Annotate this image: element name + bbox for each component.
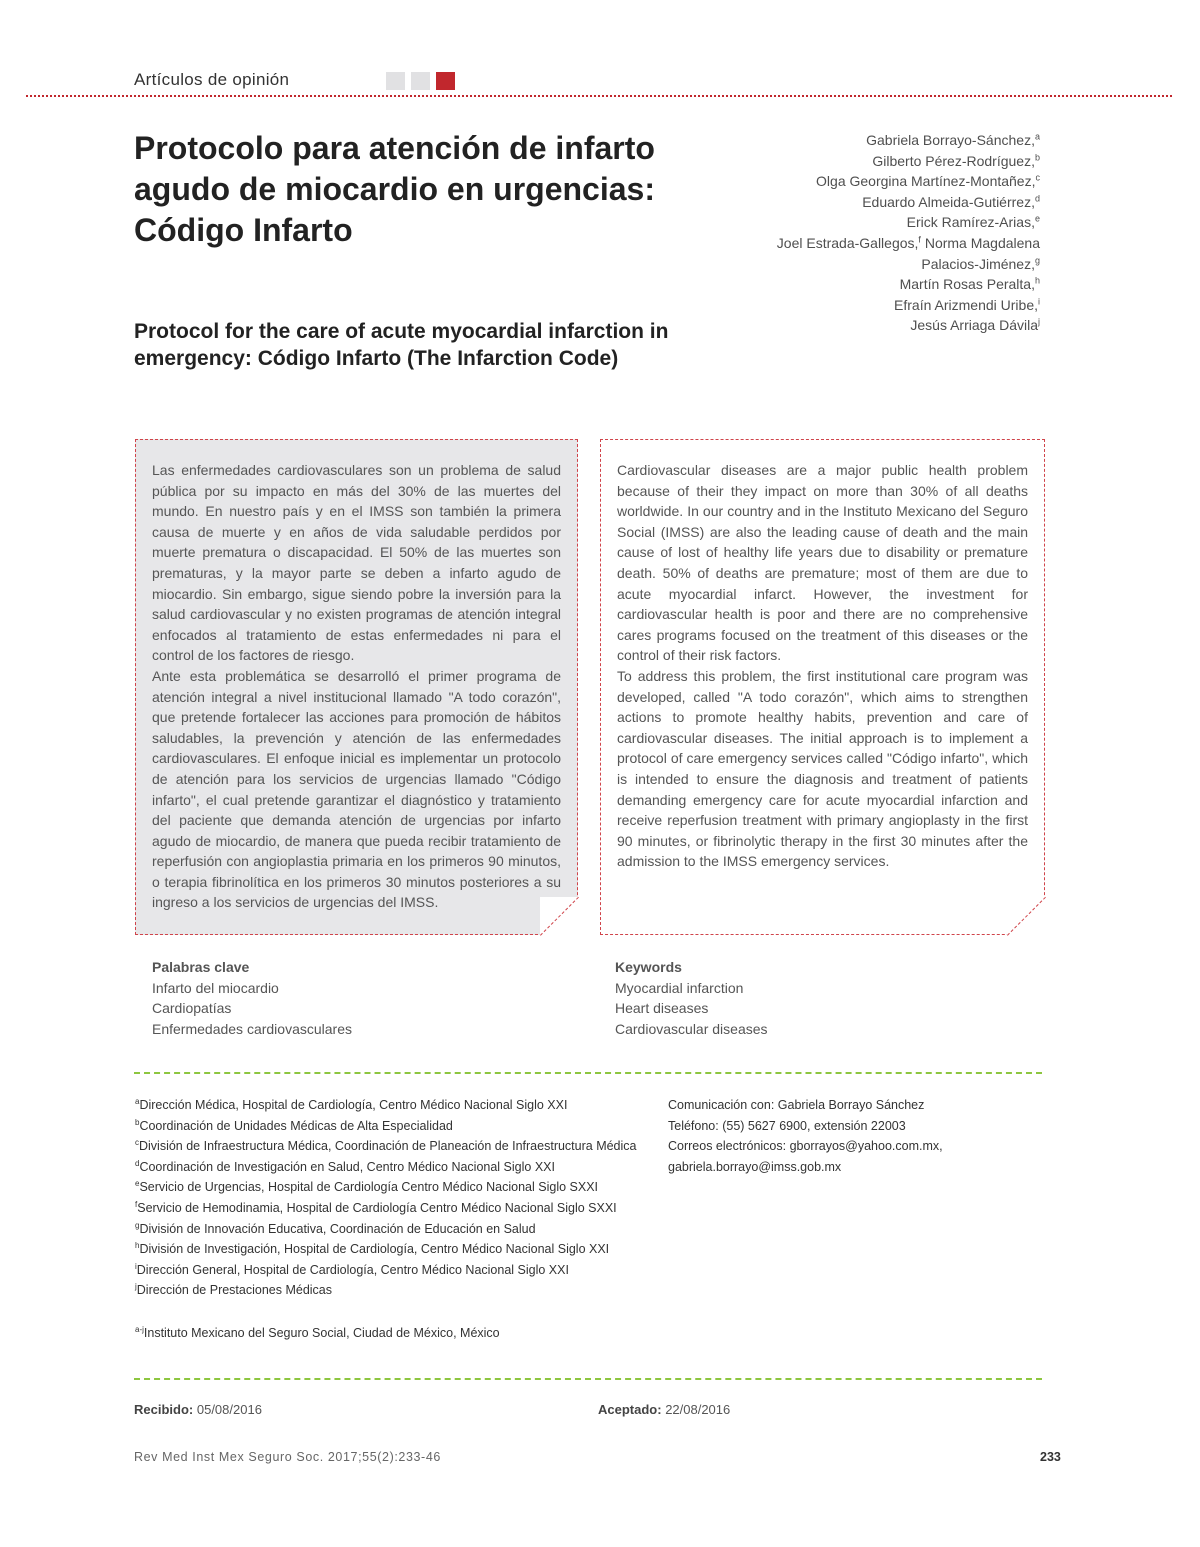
- keywords-spanish: [152, 957, 352, 1039]
- affiliations-divider-bottom: [134, 1378, 1042, 1380]
- header-decoration: [386, 72, 455, 90]
- author-line: Joel Estrada-Gallegos,$^f$ Norma Magdalena: [776, 234, 1040, 251]
- keywords-heading: Keywords: [615, 959, 682, 975]
- author-list: [710, 130, 1040, 336]
- author-line: Erick Ramírez-Arias,$^e$: [906, 213, 1040, 231]
- folded-corner: [540, 897, 578, 935]
- page-number: 233: [1040, 1450, 1061, 1464]
- correspondence: [668, 1095, 1048, 1177]
- article-title-spanish: Protocolo para atención de infarto agudo de miocardio en urgencias: Código Infarto: [134, 130, 655, 248]
- section-label: Artículos de opinión: [134, 70, 290, 89]
- abstract-paragraph: Cardiovascular diseases are a major public health problem because of their they impact on more than 30% of all deaths worldwide. In our country and in the Instituto Mexicano del Seguro Social (IMSS) are also the leading cause of death and the main cause of lost of healthy life years due to disability or premature death. 50% of deaths are premature; most of them are due to acute myocardial infarct. However, the investment for cardiovascular health is poor and there are no comprehensive cares programs focused on the treatment of this diseases or the control of their risk factors.: [617, 462, 1028, 664]
- author-line: Martín Rosas Peralta,$^h$: [899, 275, 1040, 293]
- received-date: Recibido: 05/08/2016: [134, 1402, 262, 1417]
- affiliation: $^h$División de Investigación, Hospital de Cardiología, Centro Médico Nacional Siglo XXI: [135, 1241, 610, 1257]
- folded-corner: [1007, 897, 1045, 935]
- affiliation: $^b$Coordinación de Unidades Médicas de Alta Especialidad: [135, 1117, 453, 1133]
- affiliations: [135, 1095, 643, 1344]
- author-line: Palacios-Jiménez,$^g$: [921, 254, 1040, 272]
- affiliation: $^i$Dirección General, Hospital de Cardiología, Centro Médico Nacional Siglo XXI: [135, 1261, 569, 1277]
- gray-square: [386, 72, 405, 90]
- keyword: Heart diseases: [615, 1000, 709, 1017]
- abstract-english: [600, 439, 1045, 935]
- abstract-spanish: [135, 439, 578, 935]
- affiliation: $^f$Servicio de Hemodinamia, Hospital de Cardiología Centro Médico Nacional Siglo SXXI: [135, 1199, 617, 1215]
- keyword: Cardiopatías: [152, 1000, 232, 1017]
- journal-citation: Rev Med Inst Mex Seguro Soc. 2017;55(2):233-46: [134, 1450, 441, 1464]
- author-line: Gabriela Borrayo-Sánchez,$^a$: [866, 131, 1040, 148]
- affiliation: $^e$Servicio de Urgencias, Hospital de Cardiología Centro Médico Nacional Siglo SXXI: [135, 1179, 599, 1195]
- keywords-english: [615, 957, 768, 1039]
- affiliation: $^a$Dirección Médica, Hospital de Cardiología, Centro Médico Nacional Siglo XXI: [135, 1096, 568, 1112]
- institution: $^{a-j}$Instituto Mexicano del Seguro Social, Ciudad de México, México: [135, 1324, 500, 1340]
- header-divider: [26, 95, 1172, 97]
- affiliation: $^g$División de Innovación Educativa, Coordinación de Educación en Salud: [135, 1220, 536, 1236]
- correspondence-emails: gabriela.borrayo@imss.gob.mx: [668, 1159, 842, 1174]
- accepted-date: Aceptado: 22/08/2016: [598, 1402, 731, 1417]
- keyword: Infarto del miocardio: [152, 979, 279, 996]
- keywords-heading: Palabras clave: [152, 959, 250, 975]
- author-line: Gilberto Pérez-Rodríguez,$^b$: [872, 151, 1040, 169]
- red-square: [436, 72, 455, 90]
- author-line: Olga Georgina Martínez-Montañez,$^c$: [816, 172, 1040, 190]
- keyword: Enfermedades cardiovasculares: [152, 1020, 352, 1037]
- abstract-paragraph: Las enfermedades cardiovasculares son un problema de salud pública por su impacto en más del 30% de las muertes del mundo. En nuestro país y en el IMSS son también la primera causa de muerte y en años de vida saludable perdidos por muerte prematura o discapacidad. El 50% de las muertes son prematuras, y la mayor parte se deben a infarto agudo de miocardio. Sin embargo, sigue siendo pobre la inversión para la salud cardiovascular y no existen programas de atención integral enfocados al tratamiento de estas enfermedades ni para el control de los factores de riesgo.: [152, 462, 561, 664]
- keyword: Cardiovascular diseases: [615, 1020, 768, 1037]
- abstract-paragraph: To address this problem, the first institutional care program was developed, called "A todo corazón", which aims to strengthen actions to promote healthy habits, prevention and care of cardiovascular diseases. The initial approach is to implement a protocol of care emergency services called "Código infarto", which is intended to ensure the diagnosis and treatment of patients demanding emergency care for acute myocardial infarction and receive reperfusion treatment with primary angioplasty in the first 90 minutes, or fibrinolytic therapy in the first 30 minutes after the admission to the IMSS emergency services.: [617, 667, 1028, 870]
- correspondence-emails: Correos electrónicos: gborrayos@yahoo.com.mx,: [668, 1139, 943, 1154]
- author-line: Jesús Arriaga Dávila$^j$: [910, 316, 1040, 334]
- affiliations-divider-top: [134, 1072, 1042, 1074]
- author-line: Eduardo Almeida-Gutiérrez,$^d$: [862, 193, 1040, 210]
- article-title-english: Protocol for the care of acute myocardial infarction in emergency: Código Infarto (The Infarction Code): [134, 320, 669, 370]
- correspondence-contact: Comunicación con: Gabriela Borrayo Sánchez: [668, 1098, 925, 1112]
- gray-square: [411, 72, 430, 90]
- affiliation: $^d$Coordinación de Investigación en Salud, Centro Médico Nacional Siglo XXI: [135, 1158, 555, 1174]
- author-line: Efraín Arizmendi Uribe,$^i$: [894, 296, 1040, 313]
- abstract-paragraph: Ante esta problemática se desarrolló el primer programa de atención integral a nivel institucional llamado "A todo corazón", que pretende fortalecer las acciones para promoción de hábitos saludables, la prevención y atención de las enfermedades cardiovasculares. El enfoque inicial es implementar un protocolo de atención para los servicios de urgencias llamado "Código infarto", el cual pretende garantizar el diagnóstico y tratamiento del paciente que demanda atención de urgencias por infarto agudo de miocardio, de manera que pueda recibir tratamiento de reperfusión con angioplastia primaria en los primeros 90 minutos, o terapia fibrinolítica en los primeros 30 minutos posteriores a su ingreso a los servicios de urgencias del IMSS.: [152, 667, 561, 911]
- correspondence-phone: Teléfono: (55) 5627 6900, extensión 22003: [668, 1118, 906, 1133]
- affiliation: $^j$Dirección de Prestaciones Médicas: [135, 1282, 333, 1298]
- keyword: Myocardial infarction: [615, 979, 744, 996]
- affiliation: $^c$División de Infraestructura Médica, Coordinación de Planeación de Infraestructura Médica: [135, 1138, 637, 1154]
